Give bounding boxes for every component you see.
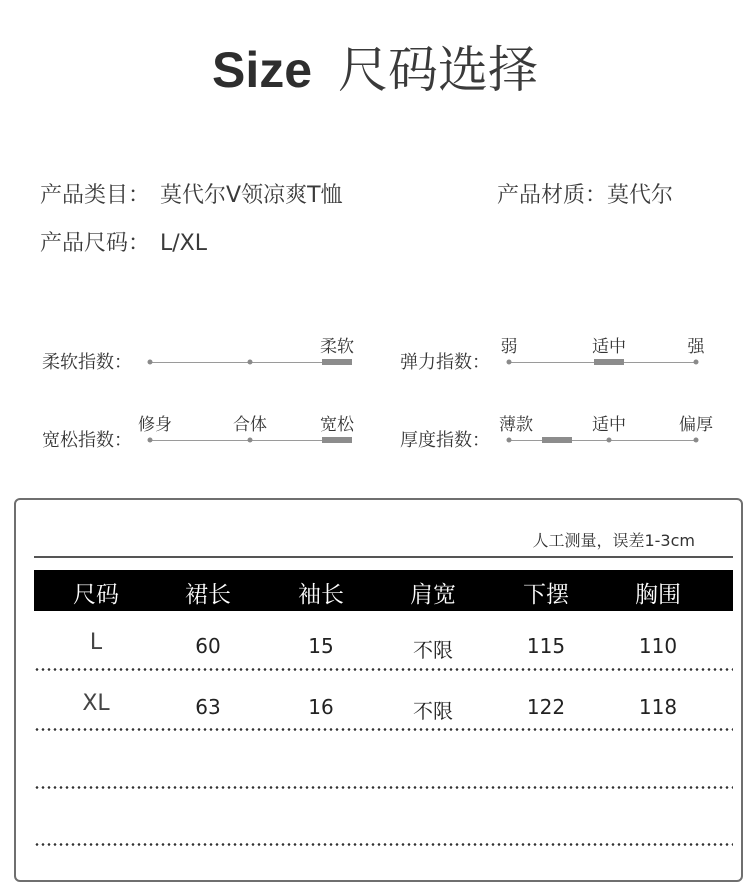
elasticity-option-medium: 适中 [592, 337, 626, 357]
material-label: 产品材质： [497, 183, 608, 208]
thickness-option-thin: 薄款 [499, 415, 533, 435]
header-sleeve: 袖长 [298, 582, 344, 608]
row-divider-1 [34, 668, 733, 671]
row2-bust: 118 [638, 695, 678, 719]
softness-label: 柔软指数： [42, 352, 132, 373]
looseness-option-loose: 宽松 [320, 415, 354, 435]
row-divider-4 [34, 843, 733, 846]
size-label: 产品尺码： [40, 231, 151, 256]
page-title [0, 30, 750, 102]
material-value: 莫代尔 [607, 183, 674, 208]
looseness-option-fit: 合体 [233, 415, 267, 435]
size-value: L/XL [160, 231, 208, 256]
header-hem: 下摆 [523, 582, 569, 608]
header-shoulder: 肩宽 [410, 582, 456, 608]
thickness-dot-2 [607, 438, 612, 443]
measurement-note: 人工测量，误差1-3cm [532, 531, 695, 550]
row1-bust: 110 [638, 634, 678, 658]
elasticity-label: 弹力指数： [400, 352, 490, 373]
row2-size: XL [82, 691, 110, 716]
elasticity-option-weak: 弱 [500, 337, 518, 357]
thickness-dot-3 [694, 438, 699, 443]
elasticity-dot-3 [694, 360, 699, 365]
row-divider-3 [34, 786, 733, 789]
thickness-label: 厚度指数： [400, 430, 490, 451]
elasticity-selected-marker [594, 359, 624, 365]
note-divider [34, 556, 733, 558]
category-label: 产品类目： [40, 183, 151, 208]
row2-length: 63 [195, 695, 221, 719]
elasticity-scale [0, 330, 750, 390]
elasticity-dot-1 [507, 360, 512, 365]
product-category [40, 178, 343, 209]
header-size: 尺码 [73, 582, 119, 608]
thickness-selected-marker [542, 437, 572, 443]
row1-size: L [89, 630, 103, 655]
row1-length: 60 [195, 634, 221, 658]
elasticity-option-strong: 强 [687, 337, 705, 357]
category-value: 莫代尔V领凉爽T恤 [160, 183, 343, 208]
thickness-option-thick: 偏厚 [679, 415, 713, 435]
row-divider-2 [34, 728, 733, 731]
thickness-track [509, 440, 696, 441]
row2-hem: 122 [526, 695, 566, 719]
row1-shoulder: 不限 [413, 638, 453, 662]
title-cn: 尺码选择 [338, 41, 539, 99]
row1-sleeve: 15 [308, 634, 334, 658]
table-header [34, 570, 733, 611]
looseness-label: 宽松指数： [42, 430, 132, 451]
header-length: 裙长 [185, 582, 231, 608]
title-en: Size [211, 42, 313, 98]
row2-sleeve: 16 [308, 695, 334, 719]
product-size [40, 226, 207, 257]
header-bust: 胸围 [635, 582, 681, 608]
product-material [497, 178, 673, 209]
thickness-dot-1 [507, 438, 512, 443]
softness-option-soft: 柔软 [320, 337, 354, 357]
thickness-scale [0, 408, 750, 468]
looseness-option-slim: 修身 [138, 415, 172, 435]
thickness-option-medium: 适中 [592, 415, 626, 435]
row1-hem: 115 [526, 634, 566, 658]
row2-shoulder: 不限 [413, 699, 453, 723]
